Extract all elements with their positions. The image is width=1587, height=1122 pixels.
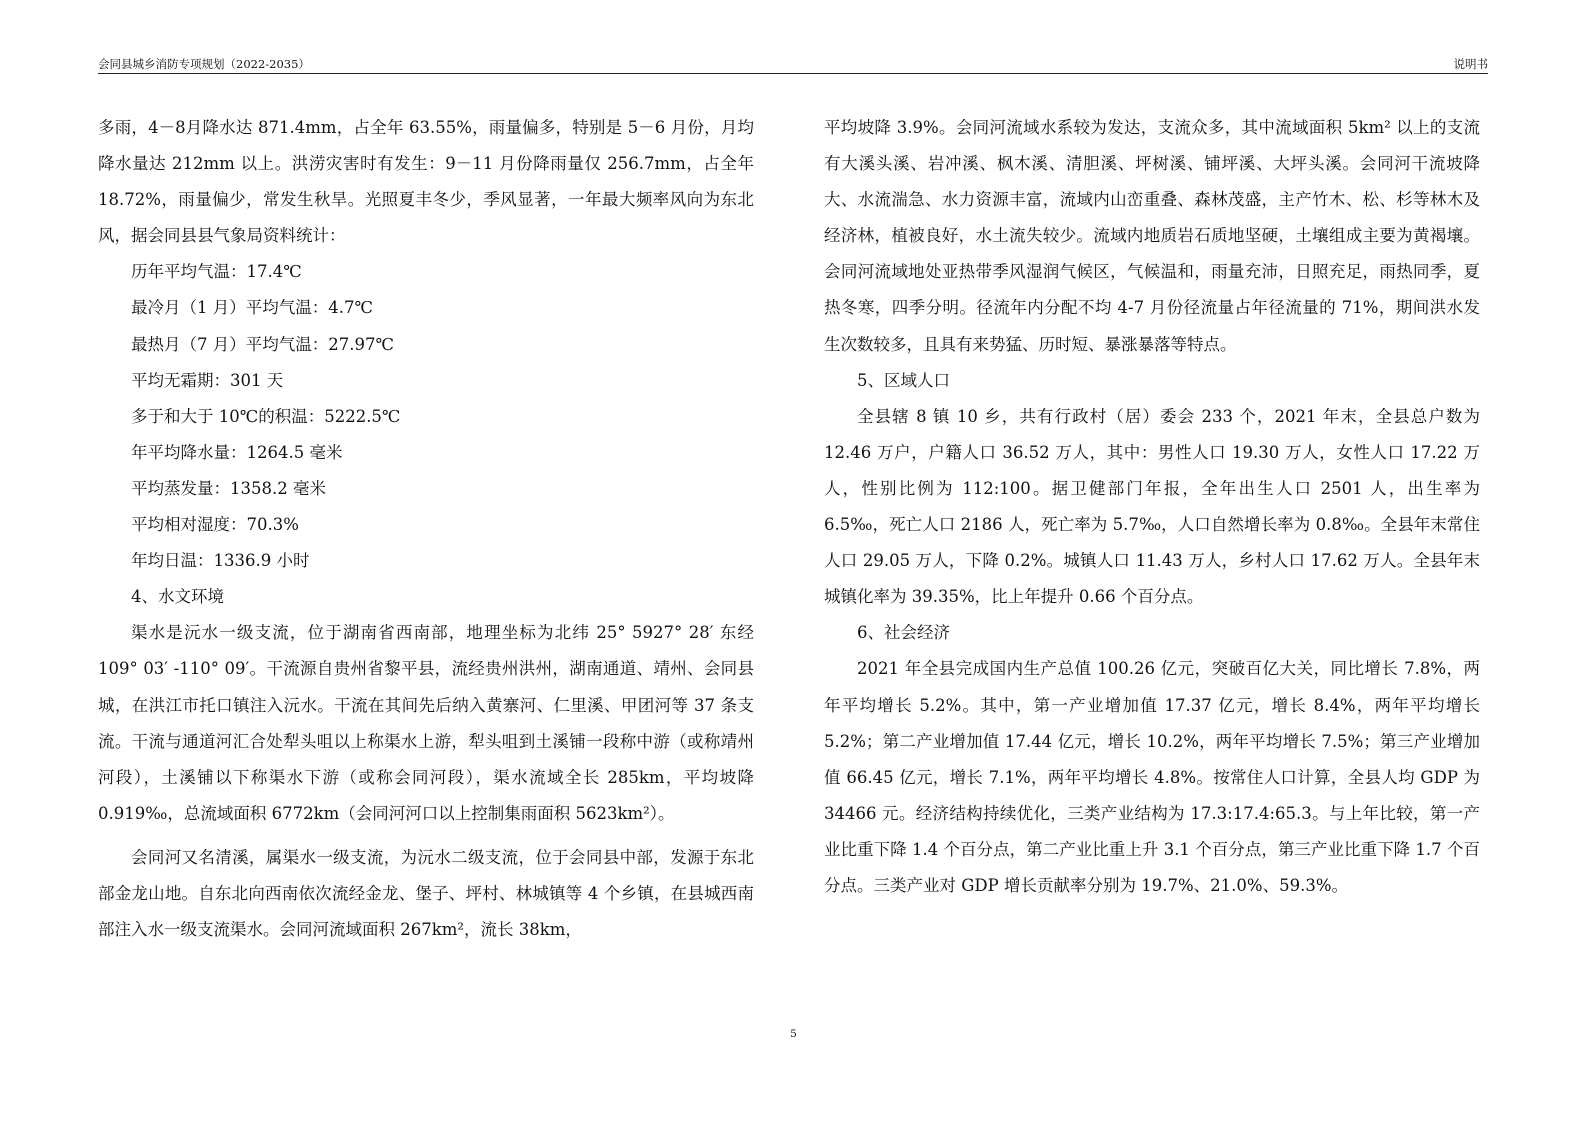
- economy-paragraph: 2021 年全县完成国内生产总值 100.26 亿元，突破百亿大关，同比增长 7.8%，两年平均增长 5.2%。其中，第一产业增加值 17.37 亿元，增长 8.4%，两年平均增长 5.2%；第二产业增加值 17.44 亿元，增长 10.2%，两年平均增长 7.5%；第三产业增加值 66.45 亿元，增长 7.1%，两年平均增长 4.8%。按常住人口计算，全县人均 GDP 为 34466 元。经济结构持续优化，三类产业结构为 17.3:17.4:65.3。与上年比较，第一产业比重下降 1.4 个百分点，第二产业比重上升 3.1 个百分点，第三产业比重下降 1.7 个百分点。三类产业对 GDP 增长贡献率分别为 19.7%、21.0%、59.3%。: [824, 659, 1480, 895]
- hydrology-paragraph-qushui: 渠水是沅水一级支流，位于湖南省西南部，地理坐标为北纬 25° 5927° 28′ 东经 109° 03′ -110° 09′。干流源自贵州省黎平县，流经贵州洪州，湖南通道、靖州、会同县城，在洪江市托口镇注入沅水。干流在其间先后纳入黄寨河、仁里溪、甲团河等 37 条支流。干流与通道河汇合处犁头咀以上称渠水上游，犁头咀到土溪铺一段称中游（或称靖州河段），土溪铺以下称渠水下游（或称会同河段），渠水流域全长 285km，平均坡降 0.919‰，总流域面积 6772km（会同河河口以上控制集雨面积 5623km²）。: [98, 623, 754, 823]
- stat-evaporation: 平均蒸发量：1358.2 毫米: [131, 478, 326, 498]
- left-column: [98, 110, 754, 948]
- stat-accumulated-temp: 多于和大于 10℃的积温：5222.5℃: [131, 406, 401, 426]
- page-number: 5: [790, 1028, 797, 1040]
- stat-precipitation: 年平均降水量：1264.5 毫米: [131, 442, 343, 462]
- hydrology-paragraph-continued: 平均坡降 3.9%。会同河流域水系较为发达，支流众多，其中流域面积 5km² 以上的支流有大溪头溪、岩冲溪、枫木溪、清胆溪、坪树溪、铺坪溪、大坪头溪。会同河干流坡降大、水流湍急、水力资源丰富，流域内山峦重叠、森林茂盛，主产竹木、松、杉等林木及经济林，植被良好，水土流失较少。流域内地质岩石质地坚硬，土壤组成主要为黄褐壤。会同河流域地处亚热带季风湿润气候区，气候温和，雨量充沛，日照充足，雨热同季，夏热冬寒，四季分明。径流年内分配不均 4-7 月份径流量占年径流量的 71%，期间洪水发生次数较多，且具有来势猛、历时短、暴涨暴落等特点。: [824, 118, 1480, 354]
- section-heading-economy: 6、社会经济: [857, 623, 950, 643]
- section-heading-hydrology: 4、水文环境: [131, 587, 224, 607]
- document-type: 说明书: [1453, 57, 1488, 71]
- stat-sunshine: 年均日温：1336.9 小时: [131, 551, 310, 571]
- population-paragraph: 全县辖 8 镇 10 乡，共有行政村（居）委会 233 个，2021 年末，全县总户数为 12.46 万户，户籍人口 36.52 万人，其中：男性人口 19.30 万人，女性人口 17.22 万人，性别比例为 112:100。据卫健部门年报，全年出生人口 2501 人，出生率为 6.5‰，死亡人口 2186 人，死亡率为 5.7‰，人口自然增长率为 0.8‰。全县年末常住人口 29.05 万人，下降 0.2%。城镇人口 11.43 万人，乡村人口 17.62 万人。全县年末城镇化率为 39.35%，比上年提升 0.66 个百分点。: [824, 406, 1480, 607]
- stat-hottest-month: 最热月（7 月）平均气温：27.97℃: [131, 334, 394, 354]
- climate-paragraph: 多雨，4－8月降水达 871.4mm，占全年 63.55%，雨量偏多，特别是 5－6 月份，月均降水量达 212mm 以上。洪涝灾害时有发生：9－11 月份降雨量仅 256.7mm，占全年 18.72%，雨量偏少，常发生秋旱。光照夏丰冬少，季风显著，一年最大频率风向为东北风，据会同县县气象局资料统计：: [98, 118, 754, 246]
- document-title: 会同县城乡消防专项规划（2022-2035）: [98, 57, 310, 71]
- hydrology-paragraph-huitonghe: 会同河又名清溪，属渠水一级支流，为沅水二级支流，位于会同县中部，发源于东北部金龙山地。自东北向西南依次流经金龙、堡子、坪村、林城镇等 4 个乡镇，在县城西南部注入水一级支流渠水。会同河流域面积 267km²，流长 38km，: [98, 847, 754, 940]
- stat-humidity: 平均相对湿度：70.3%: [131, 515, 299, 535]
- right-column: [824, 110, 1480, 904]
- section-heading-population: 5、区域人口: [857, 370, 950, 390]
- stat-avg-temp: 历年平均气温：17.4℃: [131, 262, 302, 282]
- stat-frost-free: 平均无霜期：301 天: [131, 370, 284, 390]
- page-header: [98, 56, 1488, 74]
- stat-coldest-month: 最冷月（1 月）平均气温：4.7℃: [131, 298, 373, 318]
